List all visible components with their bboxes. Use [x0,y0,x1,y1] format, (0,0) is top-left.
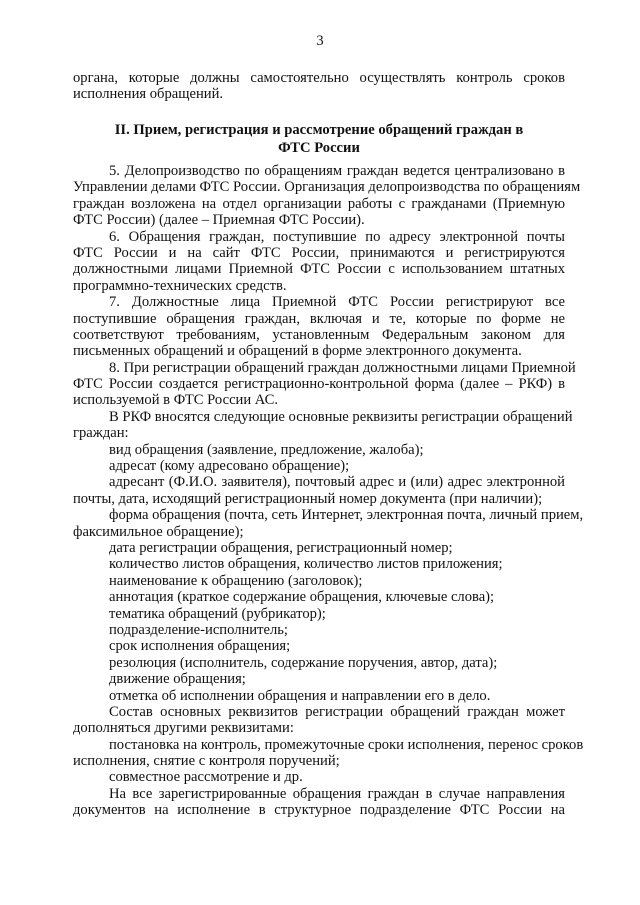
heading-line: II. Прием, регистрация и рассмотрение обращений граждан в [114,122,524,138]
text-line: дата регистрации обращения, регистрационный номер; [109,539,453,556]
text-line: На все зарегистрированные обращения граждан в случае направления [109,785,565,802]
paragraph [73,163,581,229]
text-line: должностными лицами Приемной ФТС России с использованием штатных [73,261,565,278]
text-line: подразделение-исполнитель; [109,621,288,638]
text-line: органа, которые должны самостоятельно осуществлять контроль сроков [73,70,565,86]
paragraph [73,540,565,556]
text-line: почты, дата, исходящий регистрационный номер документа (при наличии); [73,490,543,507]
text-line: граждан возложена на отдел организации работы с гражданами (Приемную [73,195,565,212]
text-line: В РКФ вносятся следующие основные реквизиты регистрации обращений [109,408,573,425]
paragraph [73,704,565,737]
section-heading [73,121,565,157]
paragraph [73,408,573,442]
text-line: вид обращения (заявление, предложение, жалоба); [109,441,424,458]
text-line: адресант (Ф.И.О. заявителя), почтовый адрес и (или) адрес электронной [109,474,565,491]
text-line: форма обращения (почта, сеть Интернет, электронная почта, личный прием, [109,507,584,524]
paragraph [73,769,565,785]
paragraph [73,786,565,819]
paragraph [73,474,565,507]
text-line: исполнения, снятие с контроля поручений; [73,753,340,770]
text-line: движение обращения; [109,671,246,688]
paragraph [73,442,565,458]
text-line: тематика обращений (рубрикатор); [109,605,326,622]
paragraph [73,736,584,770]
text-line: 5. Делопроизводство по обращениям граждан ведется централизовано в [109,163,565,179]
text-line: граждан: [73,425,129,442]
text-line: письменных обращений и обращений в форме электронного документа. [73,343,522,360]
text-line: отметка об исполнении обращения и направлении его в дело. [109,687,491,704]
paragraph [73,359,576,409]
page-number: 3 [316,33,324,49]
paragraph [73,655,565,671]
text-line: срок исполнения обращения; [109,638,291,655]
text-line: Состав основных реквизитов регистрации обращений граждан может [109,703,565,720]
text-line: 6. Обращения граждан, поступившие по адресу электронной почты [109,228,565,245]
text-line: 8. При регистрации обращений граждан должностными лицами Приемной [109,359,576,376]
text-line: постановка на контроль, промежуточные сроки исполнения, перенос сроков [109,736,584,753]
text-line: Управлении делами ФТС России. Организация делопроизводства по обращениям [73,179,581,196]
paragraph [73,589,565,605]
text-line: наименование к обращению (заголовок); [109,572,363,589]
text-line: ФТС России создается регистрационно-контрольной форма (далее – РКФ) в [73,376,565,393]
paragraph [73,229,565,295]
text-line: поступившие обращения граждан, включая и те, которые по форме не [73,310,565,327]
body-text [73,163,584,819]
text-line: используемой в ФТС России АС. [73,392,279,409]
text-line: количество листов обращения, количество листов приложения; [109,556,503,573]
text-line: ФТС России) (далее – Приемная ФТС России). [73,212,365,229]
text-line: совместное рассмотрение и др. [109,769,303,786]
heading-line: ФТС России [278,140,360,156]
text-line: программно-технических средств. [73,277,287,294]
text-line: дополняться другими реквизитами: [73,720,294,737]
paragraph [73,671,565,687]
paragraph [73,573,565,589]
paragraph [73,622,565,638]
paragraph [73,507,584,540]
paragraph [73,458,565,474]
paragraph [73,606,565,622]
text-line: факсимильное обращение); [73,523,244,540]
text-line: исполнения обращений. [73,86,224,103]
text-line: документов на исполнение в структурное подразделение ФТС России на [73,802,565,819]
text-line: адресат (кому адресовано обращение); [109,458,350,475]
text-line: ФТС России и на сайт ФТС России, принимаются и регистрируются [73,244,565,261]
paragraph [73,294,565,360]
paragraph [73,638,565,654]
text-line: аннотация (краткое содержание обращения, ключевые слова); [109,589,495,606]
paragraph [73,556,565,572]
text-line: резолюция (исполнитель, содержание поручения, автор, дата); [109,654,498,671]
text-line: соответствуют требованиям, установленным Федеральным законом для [73,326,565,343]
text-line: 7. Должностные лица Приемной ФТС России регистрируют все [109,294,565,311]
paragraph [73,688,565,704]
intro-paragraph [73,70,565,103]
